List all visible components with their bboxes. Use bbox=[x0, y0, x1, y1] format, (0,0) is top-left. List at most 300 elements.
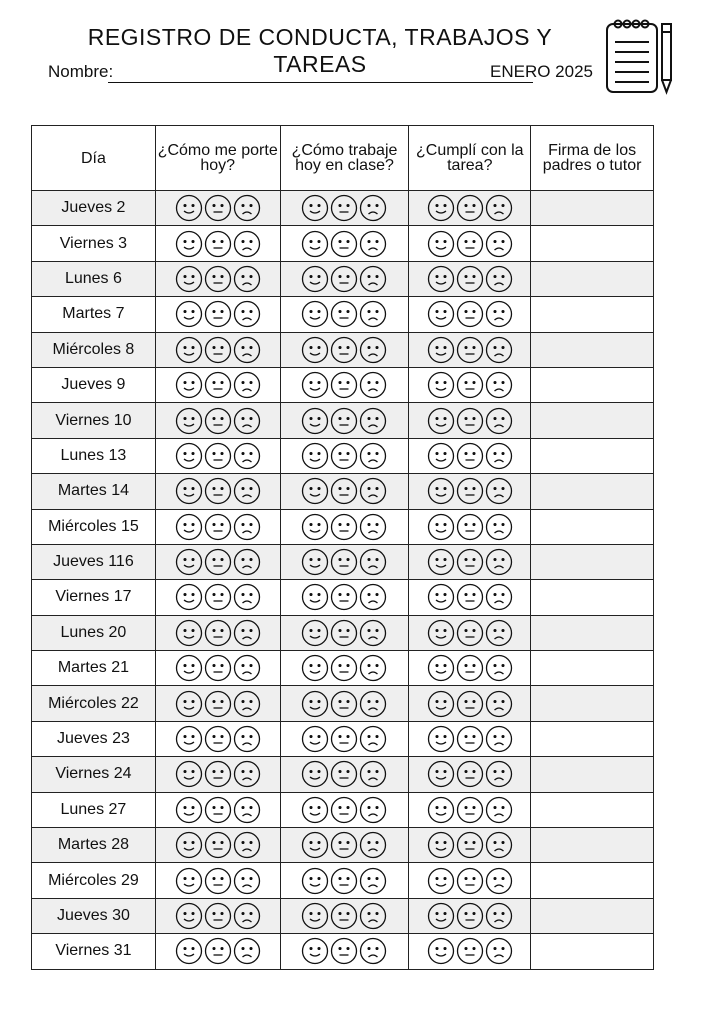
behavior-faces-cell bbox=[155, 792, 280, 827]
day-cell: Miércoles 8 bbox=[32, 332, 156, 367]
sad-face-icon[interactable] bbox=[485, 619, 513, 647]
happy-face-icon[interactable] bbox=[175, 371, 203, 399]
happy-face-icon[interactable] bbox=[301, 937, 329, 965]
happy-face-icon[interactable] bbox=[301, 725, 329, 753]
day-cell: Viernes 17 bbox=[32, 580, 156, 615]
homework-faces-cell bbox=[409, 403, 531, 438]
neutral-face-icon[interactable] bbox=[204, 619, 232, 647]
day-cell: Miércoles 15 bbox=[32, 509, 156, 544]
happy-face-icon[interactable] bbox=[301, 265, 329, 293]
behavior-faces-cell bbox=[155, 332, 280, 367]
table-row bbox=[32, 934, 654, 969]
sad-face-icon[interactable] bbox=[359, 300, 387, 328]
happy-face-icon[interactable] bbox=[301, 619, 329, 647]
neutral-face-icon[interactable] bbox=[330, 902, 358, 930]
happy-face-icon[interactable] bbox=[175, 300, 203, 328]
table-row bbox=[32, 261, 654, 296]
happy-face-icon[interactable] bbox=[175, 796, 203, 824]
sad-face-icon[interactable] bbox=[485, 442, 513, 470]
happy-face-icon[interactable] bbox=[427, 796, 455, 824]
sad-face-icon[interactable] bbox=[233, 548, 261, 576]
sad-face-icon[interactable] bbox=[233, 336, 261, 364]
happy-face-icon[interactable] bbox=[427, 336, 455, 364]
sad-face-icon[interactable] bbox=[485, 265, 513, 293]
neutral-face-icon[interactable] bbox=[330, 937, 358, 965]
neutral-face-icon[interactable] bbox=[204, 194, 232, 222]
happy-face-icon[interactable] bbox=[175, 937, 203, 965]
happy-face-icon[interactable] bbox=[301, 796, 329, 824]
homework-faces-cell bbox=[409, 474, 531, 509]
neutral-face-icon[interactable] bbox=[204, 230, 232, 258]
happy-face-icon[interactable] bbox=[427, 477, 455, 505]
day-cell: Martes 7 bbox=[32, 297, 156, 332]
happy-face-icon[interactable] bbox=[427, 760, 455, 788]
neutral-face-icon[interactable] bbox=[456, 619, 484, 647]
sad-face-icon[interactable] bbox=[233, 583, 261, 611]
day-cell: Viernes 10 bbox=[32, 403, 156, 438]
happy-face-icon[interactable] bbox=[427, 194, 455, 222]
sad-face-icon[interactable] bbox=[359, 796, 387, 824]
neutral-face-icon[interactable] bbox=[456, 194, 484, 222]
neutral-face-icon[interactable] bbox=[456, 831, 484, 859]
behavior-faces-cell bbox=[155, 367, 280, 402]
sad-face-icon[interactable] bbox=[359, 194, 387, 222]
work-faces-cell bbox=[280, 934, 409, 969]
neutral-face-icon[interactable] bbox=[330, 867, 358, 895]
table-row bbox=[32, 721, 654, 756]
behavior-faces-cell bbox=[155, 580, 280, 615]
name-field[interactable] bbox=[108, 82, 533, 83]
happy-face-icon[interactable] bbox=[301, 690, 329, 718]
neutral-face-icon[interactable] bbox=[204, 548, 232, 576]
day-cell: Martes 28 bbox=[32, 828, 156, 863]
neutral-face-icon[interactable] bbox=[204, 513, 232, 541]
table-row bbox=[32, 297, 654, 332]
behavior-faces-cell bbox=[155, 403, 280, 438]
sad-face-icon[interactable] bbox=[359, 583, 387, 611]
happy-face-icon[interactable] bbox=[427, 407, 455, 435]
happy-face-icon[interactable] bbox=[301, 371, 329, 399]
happy-face-icon[interactable] bbox=[301, 513, 329, 541]
happy-face-icon[interactable] bbox=[175, 194, 203, 222]
happy-face-icon[interactable] bbox=[427, 654, 455, 682]
work-faces-cell bbox=[280, 863, 409, 898]
happy-face-icon[interactable] bbox=[301, 230, 329, 258]
neutral-face-icon[interactable] bbox=[456, 867, 484, 895]
work-faces-cell bbox=[280, 332, 409, 367]
sad-face-icon[interactable] bbox=[359, 407, 387, 435]
neutral-face-icon[interactable] bbox=[330, 513, 358, 541]
signature-cell[interactable] bbox=[531, 651, 654, 686]
sad-face-icon[interactable] bbox=[485, 760, 513, 788]
sad-face-icon[interactable] bbox=[359, 230, 387, 258]
table-row bbox=[32, 580, 654, 615]
homework-faces-cell bbox=[409, 863, 531, 898]
neutral-face-icon[interactable] bbox=[456, 937, 484, 965]
work-faces-cell bbox=[280, 580, 409, 615]
signature-cell[interactable] bbox=[531, 721, 654, 756]
sad-face-icon[interactable] bbox=[233, 831, 261, 859]
work-faces-cell bbox=[280, 191, 409, 226]
signature-cell[interactable] bbox=[531, 297, 654, 332]
behavior-faces-cell bbox=[155, 509, 280, 544]
neutral-face-icon[interactable] bbox=[204, 336, 232, 364]
sad-face-icon[interactable] bbox=[359, 619, 387, 647]
happy-face-icon[interactable] bbox=[175, 407, 203, 435]
work-faces-cell bbox=[280, 651, 409, 686]
happy-face-icon[interactable] bbox=[427, 230, 455, 258]
sad-face-icon[interactable] bbox=[359, 513, 387, 541]
log-table bbox=[31, 125, 654, 970]
work-faces-cell bbox=[280, 721, 409, 756]
day-cell: Lunes 13 bbox=[32, 438, 156, 473]
neutral-face-icon[interactable] bbox=[330, 442, 358, 470]
neutral-face-icon[interactable] bbox=[330, 407, 358, 435]
behavior-faces-cell bbox=[155, 615, 280, 650]
neutral-face-icon[interactable] bbox=[456, 230, 484, 258]
neutral-face-icon[interactable] bbox=[204, 442, 232, 470]
neutral-face-icon[interactable] bbox=[204, 654, 232, 682]
happy-face-icon[interactable] bbox=[427, 690, 455, 718]
work-faces-cell bbox=[280, 898, 409, 933]
sad-face-icon[interactable] bbox=[359, 760, 387, 788]
work-faces-cell bbox=[280, 261, 409, 296]
sad-face-icon[interactable] bbox=[233, 725, 261, 753]
sad-face-icon[interactable] bbox=[359, 902, 387, 930]
sad-face-icon[interactable] bbox=[359, 371, 387, 399]
sad-face-icon[interactable] bbox=[233, 230, 261, 258]
happy-face-icon[interactable] bbox=[301, 407, 329, 435]
sad-face-icon[interactable] bbox=[359, 548, 387, 576]
sad-face-icon[interactable] bbox=[359, 690, 387, 718]
col-header-work: ¿Cómo trabaje hoy en clase? bbox=[280, 126, 409, 191]
sad-face-icon[interactable] bbox=[485, 230, 513, 258]
happy-face-icon[interactable] bbox=[427, 300, 455, 328]
neutral-face-icon[interactable] bbox=[204, 831, 232, 859]
signature-cell[interactable] bbox=[531, 191, 654, 226]
happy-face-icon[interactable] bbox=[427, 371, 455, 399]
table-row bbox=[32, 191, 654, 226]
happy-face-icon[interactable] bbox=[301, 194, 329, 222]
behavior-faces-cell bbox=[155, 261, 280, 296]
neutral-face-icon[interactable] bbox=[456, 654, 484, 682]
sad-face-icon[interactable] bbox=[485, 654, 513, 682]
neutral-face-icon[interactable] bbox=[330, 831, 358, 859]
neutral-face-icon[interactable] bbox=[456, 760, 484, 788]
neutral-face-icon[interactable] bbox=[330, 619, 358, 647]
day-cell: Jueves 23 bbox=[32, 721, 156, 756]
happy-face-icon[interactable] bbox=[175, 230, 203, 258]
neutral-face-icon[interactable] bbox=[330, 583, 358, 611]
happy-face-icon[interactable] bbox=[175, 265, 203, 293]
happy-face-icon[interactable] bbox=[301, 442, 329, 470]
sad-face-icon[interactable] bbox=[485, 796, 513, 824]
neutral-face-icon[interactable] bbox=[456, 513, 484, 541]
behavior-faces-cell bbox=[155, 226, 280, 261]
signature-cell[interactable] bbox=[531, 509, 654, 544]
neutral-face-icon[interactable] bbox=[330, 796, 358, 824]
happy-face-icon[interactable] bbox=[301, 760, 329, 788]
happy-face-icon[interactable] bbox=[427, 937, 455, 965]
notebook-pencil-icon bbox=[604, 16, 674, 96]
happy-face-icon[interactable] bbox=[427, 513, 455, 541]
sad-face-icon[interactable] bbox=[359, 937, 387, 965]
work-faces-cell bbox=[280, 792, 409, 827]
work-faces-cell bbox=[280, 226, 409, 261]
happy-face-icon[interactable] bbox=[301, 902, 329, 930]
behavior-faces-cell bbox=[155, 828, 280, 863]
day-cell: Jueves 9 bbox=[32, 367, 156, 402]
neutral-face-icon[interactable] bbox=[456, 407, 484, 435]
homework-faces-cell bbox=[409, 721, 531, 756]
signature-cell[interactable] bbox=[531, 580, 654, 615]
happy-face-icon[interactable] bbox=[175, 619, 203, 647]
happy-face-icon[interactable] bbox=[427, 867, 455, 895]
name-row bbox=[48, 62, 593, 86]
neutral-face-icon[interactable] bbox=[330, 230, 358, 258]
sad-face-icon[interactable] bbox=[485, 477, 513, 505]
behavior-faces-cell bbox=[155, 438, 280, 473]
homework-faces-cell bbox=[409, 792, 531, 827]
sad-face-icon[interactable] bbox=[485, 867, 513, 895]
neutral-face-icon[interactable] bbox=[330, 760, 358, 788]
signature-cell[interactable] bbox=[531, 367, 654, 402]
sad-face-icon[interactable] bbox=[485, 336, 513, 364]
day-cell: Jueves 116 bbox=[32, 544, 156, 579]
sad-face-icon[interactable] bbox=[233, 796, 261, 824]
neutral-face-icon[interactable] bbox=[204, 371, 232, 399]
neutral-face-icon[interactable] bbox=[456, 725, 484, 753]
happy-face-icon[interactable] bbox=[175, 442, 203, 470]
behavior-faces-cell bbox=[155, 898, 280, 933]
neutral-face-icon[interactable] bbox=[330, 548, 358, 576]
signature-cell[interactable] bbox=[531, 934, 654, 969]
sad-face-icon[interactable] bbox=[233, 654, 261, 682]
signature-cell[interactable] bbox=[531, 474, 654, 509]
sad-face-icon[interactable] bbox=[233, 867, 261, 895]
signature-cell[interactable] bbox=[531, 261, 654, 296]
table-row bbox=[32, 332, 654, 367]
happy-face-icon[interactable] bbox=[427, 442, 455, 470]
sad-face-icon[interactable] bbox=[359, 831, 387, 859]
sad-face-icon[interactable] bbox=[485, 690, 513, 718]
work-faces-cell bbox=[280, 367, 409, 402]
neutral-face-icon[interactable] bbox=[330, 336, 358, 364]
behavior-faces-cell bbox=[155, 191, 280, 226]
homework-faces-cell bbox=[409, 509, 531, 544]
sad-face-icon[interactable] bbox=[485, 407, 513, 435]
sad-face-icon[interactable] bbox=[485, 300, 513, 328]
work-faces-cell bbox=[280, 403, 409, 438]
sad-face-icon[interactable] bbox=[233, 407, 261, 435]
neutral-face-icon[interactable] bbox=[204, 760, 232, 788]
neutral-face-icon[interactable] bbox=[456, 477, 484, 505]
signature-cell[interactable] bbox=[531, 332, 654, 367]
sad-face-icon[interactable] bbox=[359, 725, 387, 753]
neutral-face-icon[interactable] bbox=[456, 265, 484, 293]
neutral-face-icon[interactable] bbox=[456, 690, 484, 718]
sad-face-icon[interactable] bbox=[485, 513, 513, 541]
sad-face-icon[interactable] bbox=[233, 760, 261, 788]
happy-face-icon[interactable] bbox=[175, 513, 203, 541]
happy-face-icon[interactable] bbox=[175, 477, 203, 505]
neutral-face-icon[interactable] bbox=[330, 194, 358, 222]
neutral-face-icon[interactable] bbox=[456, 371, 484, 399]
sad-face-icon[interactable] bbox=[359, 867, 387, 895]
col-header-signature: Firma de los padres o tutor bbox=[531, 126, 654, 191]
day-cell: Jueves 30 bbox=[32, 898, 156, 933]
behavior-faces-cell bbox=[155, 474, 280, 509]
happy-face-icon[interactable] bbox=[175, 725, 203, 753]
signature-cell[interactable] bbox=[531, 792, 654, 827]
sad-face-icon[interactable] bbox=[359, 336, 387, 364]
happy-face-icon[interactable] bbox=[175, 831, 203, 859]
sad-face-icon[interactable] bbox=[359, 654, 387, 682]
homework-faces-cell bbox=[409, 757, 531, 792]
sad-face-icon[interactable] bbox=[485, 194, 513, 222]
name-label: Nombre: bbox=[48, 62, 114, 81]
signature-cell[interactable] bbox=[531, 898, 654, 933]
sad-face-icon[interactable] bbox=[233, 902, 261, 930]
signature-cell[interactable] bbox=[531, 615, 654, 650]
behavior-faces-cell bbox=[155, 544, 280, 579]
happy-face-icon[interactable] bbox=[427, 548, 455, 576]
work-faces-cell bbox=[280, 509, 409, 544]
neutral-face-icon[interactable] bbox=[330, 690, 358, 718]
neutral-face-icon[interactable] bbox=[204, 300, 232, 328]
signature-cell[interactable] bbox=[531, 438, 654, 473]
happy-face-icon[interactable] bbox=[427, 831, 455, 859]
happy-face-icon[interactable] bbox=[427, 619, 455, 647]
happy-face-icon[interactable] bbox=[427, 902, 455, 930]
header-row bbox=[32, 126, 654, 191]
table-row bbox=[32, 651, 654, 686]
happy-face-icon[interactable] bbox=[301, 867, 329, 895]
happy-face-icon[interactable] bbox=[301, 583, 329, 611]
sad-face-icon[interactable] bbox=[485, 902, 513, 930]
signature-cell[interactable] bbox=[531, 226, 654, 261]
day-cell: Lunes 6 bbox=[32, 261, 156, 296]
sad-face-icon[interactable] bbox=[233, 513, 261, 541]
sad-face-icon[interactable] bbox=[233, 477, 261, 505]
neutral-face-icon[interactable] bbox=[456, 902, 484, 930]
happy-face-icon[interactable] bbox=[427, 725, 455, 753]
happy-face-icon[interactable] bbox=[301, 548, 329, 576]
neutral-face-icon[interactable] bbox=[204, 937, 232, 965]
neutral-face-icon[interactable] bbox=[330, 265, 358, 293]
neutral-face-icon[interactable] bbox=[204, 690, 232, 718]
happy-face-icon[interactable] bbox=[301, 336, 329, 364]
sad-face-icon[interactable] bbox=[233, 371, 261, 399]
sad-face-icon[interactable] bbox=[233, 442, 261, 470]
signature-cell[interactable] bbox=[531, 828, 654, 863]
table-row bbox=[32, 898, 654, 933]
signature-cell[interactable] bbox=[531, 544, 654, 579]
neutral-face-icon[interactable] bbox=[330, 300, 358, 328]
homework-faces-cell bbox=[409, 544, 531, 579]
neutral-face-icon[interactable] bbox=[204, 583, 232, 611]
homework-faces-cell bbox=[409, 898, 531, 933]
day-cell: Jueves 2 bbox=[32, 191, 156, 226]
neutral-face-icon[interactable] bbox=[204, 477, 232, 505]
neutral-face-icon[interactable] bbox=[204, 796, 232, 824]
neutral-face-icon[interactable] bbox=[204, 725, 232, 753]
homework-faces-cell bbox=[409, 651, 531, 686]
day-cell: Miércoles 22 bbox=[32, 686, 156, 721]
sad-face-icon[interactable] bbox=[359, 442, 387, 470]
neutral-face-icon[interactable] bbox=[204, 265, 232, 293]
signature-cell[interactable] bbox=[531, 686, 654, 721]
signature-cell[interactable] bbox=[531, 863, 654, 898]
happy-face-icon[interactable] bbox=[175, 583, 203, 611]
happy-face-icon[interactable] bbox=[175, 690, 203, 718]
neutral-face-icon[interactable] bbox=[330, 654, 358, 682]
neutral-face-icon[interactable] bbox=[330, 477, 358, 505]
happy-face-icon[interactable] bbox=[427, 583, 455, 611]
table-row bbox=[32, 367, 654, 402]
happy-face-icon[interactable] bbox=[175, 867, 203, 895]
happy-face-icon[interactable] bbox=[175, 548, 203, 576]
neutral-face-icon[interactable] bbox=[456, 336, 484, 364]
sad-face-icon[interactable] bbox=[359, 477, 387, 505]
neutral-face-icon[interactable] bbox=[456, 548, 484, 576]
signature-cell[interactable] bbox=[531, 403, 654, 438]
behavior-faces-cell bbox=[155, 721, 280, 756]
sad-face-icon[interactable] bbox=[359, 265, 387, 293]
behavior-faces-cell bbox=[155, 934, 280, 969]
sad-face-icon[interactable] bbox=[485, 583, 513, 611]
signature-cell[interactable] bbox=[531, 757, 654, 792]
neutral-face-icon[interactable] bbox=[456, 583, 484, 611]
work-faces-cell bbox=[280, 297, 409, 332]
sad-face-icon[interactable] bbox=[485, 831, 513, 859]
neutral-face-icon[interactable] bbox=[330, 725, 358, 753]
neutral-face-icon[interactable] bbox=[456, 300, 484, 328]
sad-face-icon[interactable] bbox=[485, 725, 513, 753]
neutral-face-icon[interactable] bbox=[204, 867, 232, 895]
sad-face-icon[interactable] bbox=[233, 194, 261, 222]
neutral-face-icon[interactable] bbox=[330, 371, 358, 399]
table-row bbox=[32, 403, 654, 438]
happy-face-icon[interactable] bbox=[301, 477, 329, 505]
sad-face-icon[interactable] bbox=[233, 937, 261, 965]
work-faces-cell bbox=[280, 828, 409, 863]
homework-faces-cell bbox=[409, 580, 531, 615]
col-header-behavior: ¿Cómo me porte hoy? bbox=[155, 126, 280, 191]
homework-faces-cell bbox=[409, 297, 531, 332]
sad-face-icon[interactable] bbox=[485, 548, 513, 576]
sad-face-icon[interactable] bbox=[233, 265, 261, 293]
neutral-face-icon[interactable] bbox=[204, 407, 232, 435]
happy-face-icon[interactable] bbox=[301, 654, 329, 682]
happy-face-icon[interactable] bbox=[175, 760, 203, 788]
sad-face-icon[interactable] bbox=[233, 300, 261, 328]
happy-face-icon[interactable] bbox=[175, 902, 203, 930]
neutral-face-icon[interactable] bbox=[204, 902, 232, 930]
happy-face-icon[interactable] bbox=[301, 300, 329, 328]
table-row bbox=[32, 226, 654, 261]
sad-face-icon[interactable] bbox=[485, 937, 513, 965]
neutral-face-icon[interactable] bbox=[456, 796, 484, 824]
happy-face-icon[interactable] bbox=[301, 831, 329, 859]
sad-face-icon[interactable] bbox=[233, 619, 261, 647]
happy-face-icon[interactable] bbox=[175, 654, 203, 682]
happy-face-icon[interactable] bbox=[427, 265, 455, 293]
sad-face-icon[interactable] bbox=[485, 371, 513, 399]
sad-face-icon[interactable] bbox=[233, 690, 261, 718]
happy-face-icon[interactable] bbox=[175, 336, 203, 364]
neutral-face-icon[interactable] bbox=[456, 442, 484, 470]
